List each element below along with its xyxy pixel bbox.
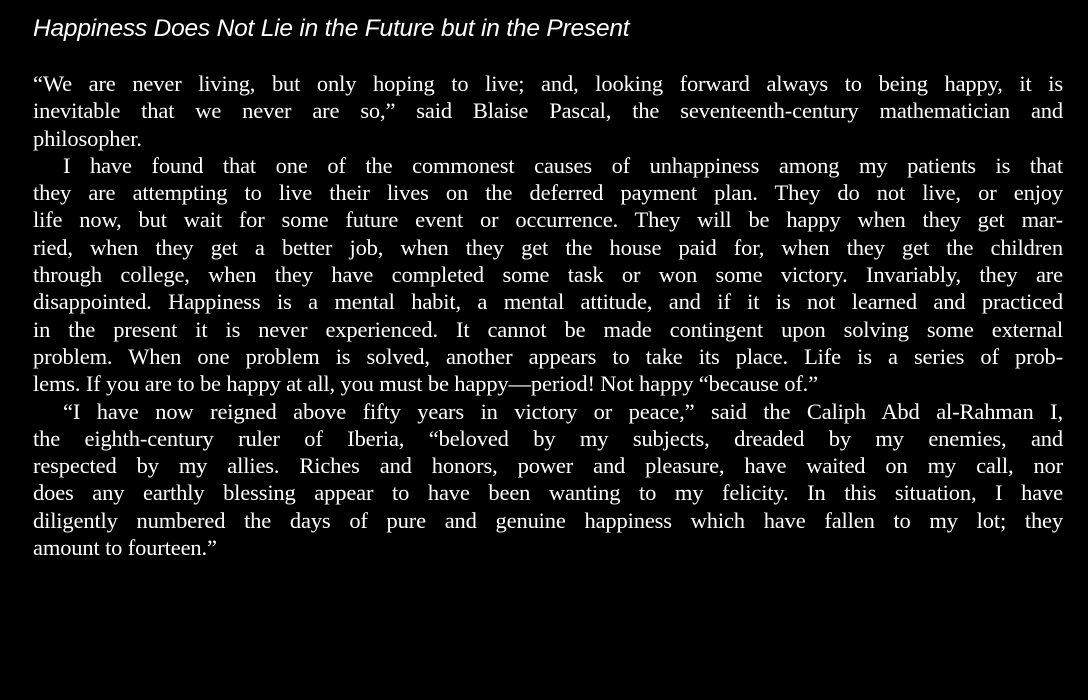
text-line: they are attempting to live their lives on the deferred payment plan. They do not live, or enjoy [33,180,1063,206]
text-line: the eighth-century ruler of Iberia, “beloved by my subjects, dreaded by my enemies, and [33,425,1063,451]
text-line: philosopher. [33,125,142,151]
text-line: problem. When one problem is solved, another appears to take its place. Life is a series of prob- [33,343,1063,369]
document-page [33,12,1063,561]
text-line: amount to fourteen.” [33,535,217,561]
text-line: through college, when they have completed some task or won some victory. Invariably, they are [33,262,1063,288]
text-line: I have found that one of the commonest causes of unhappiness among my patients is that [63,152,1063,178]
document-heading: Happiness Does Not Lie in the Future but in the Present [33,15,630,42]
paragraph-caliph-quote [33,398,1063,562]
text-line: inevitable that we never are so,” said Blaise Pascal, the seventeenth-century mathematician and [33,98,1063,124]
text-line: “We are never living, but only hoping to live; and, looking forward always to being happy, it is [33,71,1063,96]
text-line: ried, when they get a better job, when they get the house paid for, when they get the children [33,234,1063,260]
text-line: life now, but wait for some future event or occurrence. They will be happy when they get mar- [33,207,1063,233]
text-line: respected by my allies. Riches and honors, power and pleasure, have waited on my call, nor [33,453,1063,479]
text-line: in the present it is never experienced. It cannot be made contingent upon solving some external [33,316,1063,342]
text-line: disappointed. Happiness is a mental habit, a mental attitude, and if it is not learned and practiced [33,289,1063,315]
text-line: “I have now reigned above fifty years in victory or peace,” said the Caliph Abd al-Rahman I, [63,398,1063,424]
text-line: diligently numbered the days of pure and genuine happiness which have fallen to my lot; they [33,507,1063,533]
paragraph-deferred-payment [33,152,1063,398]
paragraph-pascal-quote [33,70,1063,152]
text-line: does any earthly blessing appear to have been wanting to my felicity. In this situation, I have [33,480,1063,506]
text-line: lems. If you are to be happy at all, you must be happy—period! Not happy “because of.” [33,371,818,397]
